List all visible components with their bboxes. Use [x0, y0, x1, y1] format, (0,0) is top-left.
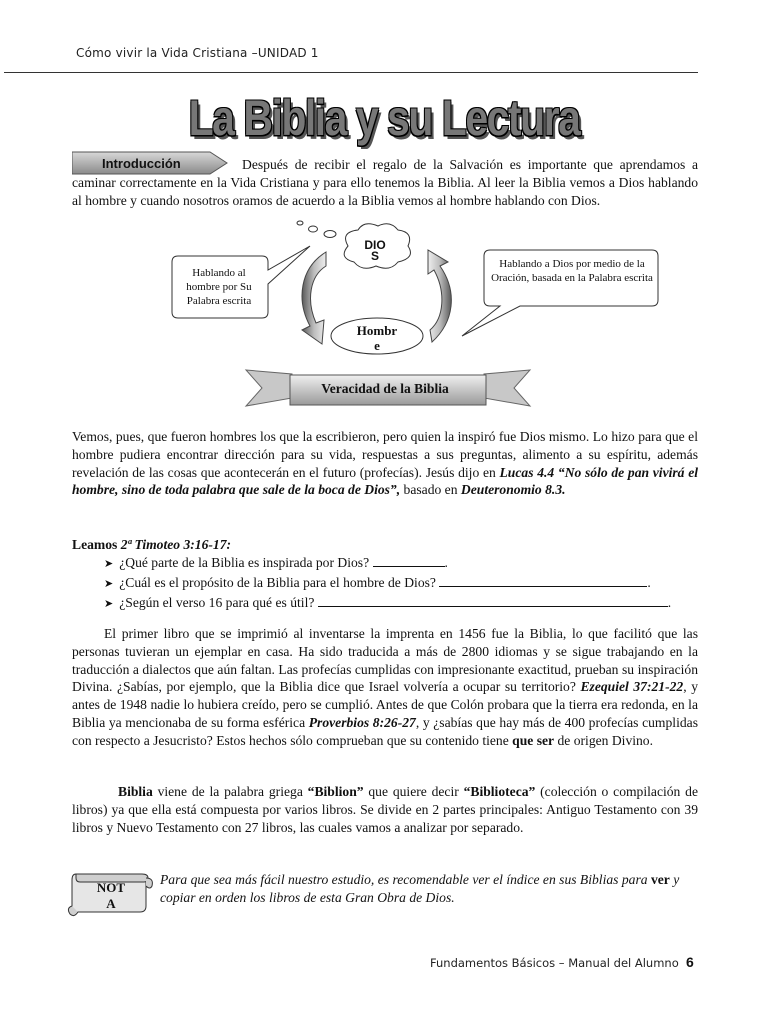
- paragraph-history: [72, 625, 698, 750]
- arrow-bullet-icon: ➤: [104, 597, 114, 610]
- arrow-bullet-icon: ➤: [104, 557, 114, 570]
- paragraph-history-c: , y ¿sabías que hay más de 400 profecías cumplidas con respecto a Jesucristo? Estos hechos sólo comprueban que su contenido tiene: [72, 714, 698, 748]
- paragraph-history-b: , y antes de 1948 nadie lo hubiera creído, pero se cumplió. Antes de que Colón probara que la tierra era redonda, en la Biblia ya mencionaba de su forma esférica: [72, 679, 699, 730]
- page-number: 6: [686, 954, 694, 970]
- list-item: [104, 573, 704, 593]
- bold-que-ser: que ser: [512, 732, 555, 748]
- ref-timoteo: 2ª Timoteo 3:16-17:: [120, 537, 232, 552]
- paragraph-etymology: [72, 783, 698, 836]
- word-biblion: “Biblion”: [307, 784, 364, 799]
- footer-text: Fundamentos Básicos – Manual del Alumno: [430, 956, 679, 970]
- answer-blank[interactable]: [439, 574, 647, 587]
- question-text: ¿Cuál es el propósito de la Biblia para el hombre de Dios?: [119, 575, 436, 590]
- dios-label-top: DIO: [364, 238, 386, 252]
- thought-dot-2: [309, 226, 318, 232]
- ref-deuteronomio: Deuteronomio 8.3.: [460, 482, 566, 498]
- answer-blank[interactable]: [373, 554, 445, 567]
- thought-dot-1: [297, 221, 303, 225]
- intro-tag-label: Introducción: [102, 156, 181, 171]
- leamos-prefix: Leamos: [72, 537, 121, 552]
- question-end-mark: .: [444, 555, 448, 570]
- note-text-a: Para que sea más fácil nuestro estudio, es recomendable ver el índice en sus Biblias para: [160, 872, 651, 887]
- banner-right-tail: [484, 370, 530, 406]
- paragraph-etymology-a: viene de la palabra griega: [152, 784, 308, 799]
- note-text: [160, 871, 700, 907]
- dios-label-bottom: S: [370, 249, 379, 263]
- nota-label-bottom: A: [106, 896, 116, 911]
- list-item: [104, 553, 704, 573]
- up-curved-arrow-icon: [428, 250, 451, 342]
- paragraph-etymology-b: que quiere decir: [363, 784, 464, 799]
- left-bubble-text: Hablando al hombre por Su Palabra escrita: [186, 267, 252, 307]
- paragraph-inspiration: [72, 428, 698, 499]
- question-text: ¿Según el verso 16 para qué es útil?: [119, 595, 315, 610]
- banner-left-tail: [246, 370, 292, 406]
- dios-label: [350, 238, 400, 263]
- ref-ezequiel: Ezequiel 37:21-22: [580, 679, 684, 695]
- quote-lucas: “No sólo de pan vivirá el hombre, sino de toda palabra que sale de la boca de Dios”,: [72, 464, 698, 498]
- ref-lucas: Lucas 4.4: [499, 464, 555, 480]
- right-bubble-text: Hablando a Dios por medio de la Oración, basada en la Palabra escrita: [491, 258, 653, 284]
- leamos-heading: [72, 536, 698, 554]
- page-title: La Biblia y su Lectura: [188, 90, 580, 147]
- paragraph-inspiration-mid: basado en: [400, 482, 461, 498]
- list-item: [104, 593, 704, 613]
- note-bold-ver: ver: [650, 872, 670, 887]
- question-end-mark: .: [647, 575, 651, 590]
- note-text-b: y copiar en orden los libros de esta Gran Obra de Dios.: [160, 872, 680, 905]
- question-end-mark: .: [667, 595, 672, 610]
- ref-proverbios: Proverbios 8:26-27: [308, 714, 416, 730]
- banner-label: Veracidad de la Biblia: [321, 381, 449, 396]
- nota-label: [86, 880, 136, 912]
- question-list: [104, 553, 704, 613]
- arrow-bullet-icon: ➤: [104, 577, 114, 590]
- paragraph-history-d: de origen Divino.: [554, 732, 654, 748]
- running-header: Cómo vivir la Vida Cristiana –UNIDAD 1: [76, 46, 319, 60]
- hombre-label: [346, 323, 408, 353]
- paragraph-etymology-c: (colección o compilación de libros) ya que ella está compuesta por varios libros. Se divide en 2 partes principales: Antiguo Testamento con 39 libros y Nuevo Testamento con 27 libros, las cuales vamos a analizar por separado.: [72, 784, 698, 835]
- paragraph-inspiration-text: Vemos, pues, que fueron hombres los que la escribieron, pero quien la inspiró fue Dios mismo. Lo hizo para que el hombre pudiera encontrar dirección para su vida, respuestas a sus preguntas, alimento a su espíritu, además revelación de las cosas que acontecerán en el futuro (profecías). Jesús dijo en: [72, 429, 698, 480]
- hombre-label-top: Hombr: [356, 323, 398, 338]
- word-biblia: Biblia: [118, 784, 153, 799]
- question-text: ¿Qué parte de la Biblia es inspirada por Dios?: [119, 555, 370, 570]
- nota-label-top: NOT: [96, 880, 126, 895]
- intro-paragraph: Después de recibir el regalo de la Salvación es importante que aprendamos a caminar correctamente en la Vida Cristiana y para ello tenemos la Biblia. Al leer la Biblia vemos a Dios hablando al hombre y cuando nosotros oramos de acuerdo a la Biblia vemos al hombre hablando con Dios.: [72, 157, 698, 208]
- hombre-label-bottom: e: [374, 338, 380, 353]
- thought-dot-3: [324, 231, 336, 238]
- word-biblioteca: “Biblioteca”: [463, 784, 536, 799]
- answer-blank[interactable]: [318, 594, 668, 607]
- down-curved-arrow-icon: [302, 252, 326, 344]
- paragraph-history-a: El primer libro que se imprimió al inventarse la imprenta en 1456 fue la Biblia, lo que facilitó que las personas tuvieran un ejemplar en casa. Ha sido traducida a más de 2800 idiomas y se sigue trabajando en la traducción a dialectos que aún faltan. Las profecías cumplidas con impresionante exactitud, prueban su inspiración Divina. ¿Sabías, por ejemplo, que la Biblia dice que Israel volvería a ocupar su territorio?: [72, 626, 698, 695]
